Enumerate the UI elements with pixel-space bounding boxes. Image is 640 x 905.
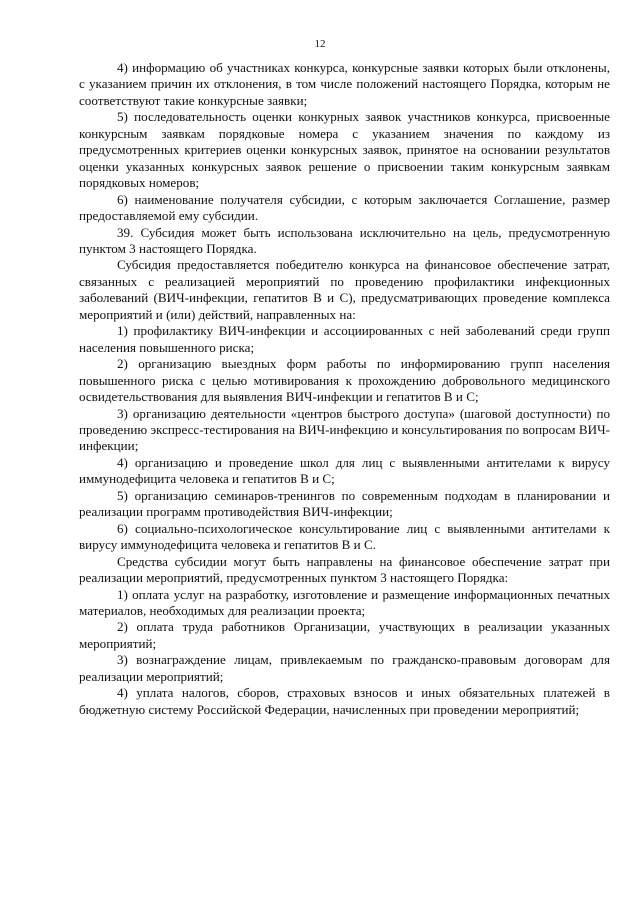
paragraph-subsidy-purpose: Субсидия предоставляется победителю конкурса на финансовое обеспечение затрат, связанных с реализацией мероприятий по проведению профилактики инфекционных заболеваний (ВИЧ-инфекции, гепатитов В и С), предусматривающих проведение комплекса мероприятий и (или) действий, направленных на:: [79, 257, 610, 322]
paragraph-funds-usage: Средства субсидии могут быть направлены на финансовое обеспечение затрат при реализации мероприятий, предусмотренных пунктом 3 настоящего Порядка:: [79, 553, 610, 586]
page-number: 12: [314, 38, 326, 50]
paragraph-expense-1: 1) оплата услуг на разработку, изготовление и размещение информационных печатных материалов, необходимых для реализации проекта;: [79, 586, 610, 618]
paragraph-activity-4: 4) организацию и проведение школ для лиц с выявленными антителами к вирусу иммунодефицита человека и гепатитов В и С;: [79, 454, 610, 487]
paragraph-clause-6-recipient: 6) наименование получателя субсидии, с которым заключается Соглашение, размер предоставляемой ему субсидии.: [79, 191, 610, 224]
paragraph-activity-2: 2) организацию выездных форм работы по информированию групп населения повышенного риска с целью мотивирования к прохождению добровольного медицинского освидетельствования для выявления ВИЧ-инфекции и гепатитов В и С;: [79, 356, 610, 405]
document-body: [79, 60, 610, 718]
paragraph-expense-3: 3) вознаграждение лицам, привлекаемым по гражданско-правовым договорам для реализации мероприятий;: [79, 652, 610, 684]
paragraph-clause-5-evaluation-order: 5) последовательность оценки конкурных заявок участников конкурса, присвоенные конкурсным заявкам порядковые номера с указанием значения по каждому из предусмотренных критериев оценки конкурсных заявок, принятое на основании результатов оценки указанных конкурсных заявок решение о присвоении таким конкурсным заявкам порядковых номеров;: [79, 109, 610, 191]
paragraph-section-39: 39. Субсидия может быть использована исключительно на цель, предусмотренную пунктом 3 настоящего Порядка.: [79, 224, 610, 256]
paragraph-activity-3: 3) организацию деятельности «центров быстрого доступа» (шаговой доступности) по проведению экспресс-тестирования на ВИЧ-инфекцию и консультирования по вопросам ВИЧ-инфекции;: [79, 405, 610, 454]
paragraph-activity-6: 6) социально-психологическое консультирование лиц с выявленными антителами к вирусу иммунодефицита человека и гепатитов В и С.: [79, 520, 610, 553]
paragraph-clause-4-participants: 4) информацию об участниках конкурса, конкурсные заявки которых были отклонены, с указанием причин их отклонения, в том числе положений настоящего Порядка, которым не соответствуют такие конкурсные заявки;: [79, 60, 610, 108]
paragraph-activity-5: 5) организацию семинаров-тренингов по современным подходам в планировании и реализации программ противодействия ВИЧ-инфекции;: [79, 487, 610, 520]
paragraph-expense-2: 2) оплата труда работников Организации, участвующих в реализации указанных мероприятий;: [79, 619, 610, 651]
paragraph-expense-4: 4) уплата налогов, сборов, страховых взносов и иных обязательных платежей в бюджетную систему Российской Федерации, начисленных при проведении мероприятий;: [79, 685, 610, 717]
paragraph-activity-1: 1) профилактику ВИЧ-инфекции и ассоциированных с ней заболеваний среди групп населения повышенного риска;: [79, 323, 610, 355]
